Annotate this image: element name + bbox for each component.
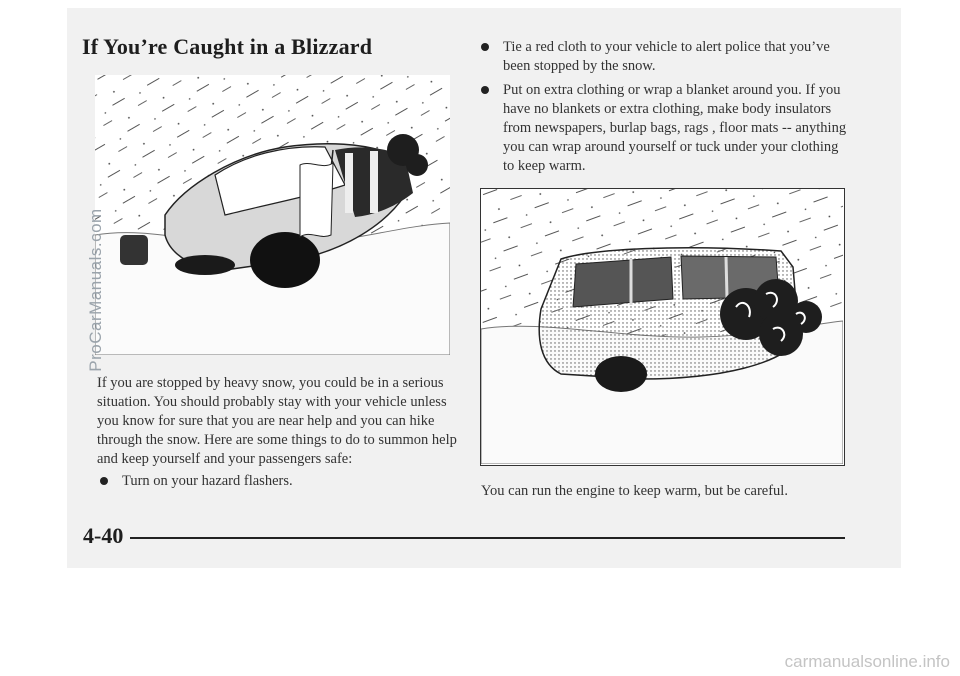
bullet-item: [503, 81, 848, 176]
illustration-stranded-vehicle: [95, 75, 450, 355]
bullet-text: Put on extra clothing or wrap a blanket around you. If you have no blankets or extra clothing, make body insulators from newspapers, burlap bags, rags , floor mats -- anything you can wrap around yourself or tuck under your clothing to keep warm.: [503, 82, 847, 174]
side-watermark: [84, 210, 108, 370]
bottom-watermark: carmanualsonline.info: [784, 652, 950, 671]
bullet-icon: [481, 43, 489, 51]
bullet-icon: [481, 86, 489, 94]
bullet-item: [503, 38, 843, 76]
figure-caption: You can run the engine to keep warm, but be careful.: [481, 483, 788, 499]
page-number: 4-40: [83, 523, 124, 548]
side-watermark-text: ProCarManuals.com: [86, 208, 105, 372]
bullet-item: [122, 472, 452, 491]
bullet-icon: [100, 477, 108, 485]
bullet-text: Turn on your hazard flashers.: [122, 473, 293, 489]
illustration-exhaust-smoke: [480, 188, 845, 466]
section-heading: If You’re Caught in a Blizzard: [82, 34, 373, 59]
intro-paragraph: If you are stopped by heavy snow, you could be in a serious situation. You should probably stay with your vehicle unless you know for sure that you are near help and you can hike through the snow. Here are some things to do to summon help and keep yourself and your passengers safe:: [97, 375, 457, 467]
bullet-text: Tie a red cloth to your vehicle to alert police that you’ve been stopped by the snow.: [503, 39, 830, 74]
footer-rule: [130, 537, 845, 539]
